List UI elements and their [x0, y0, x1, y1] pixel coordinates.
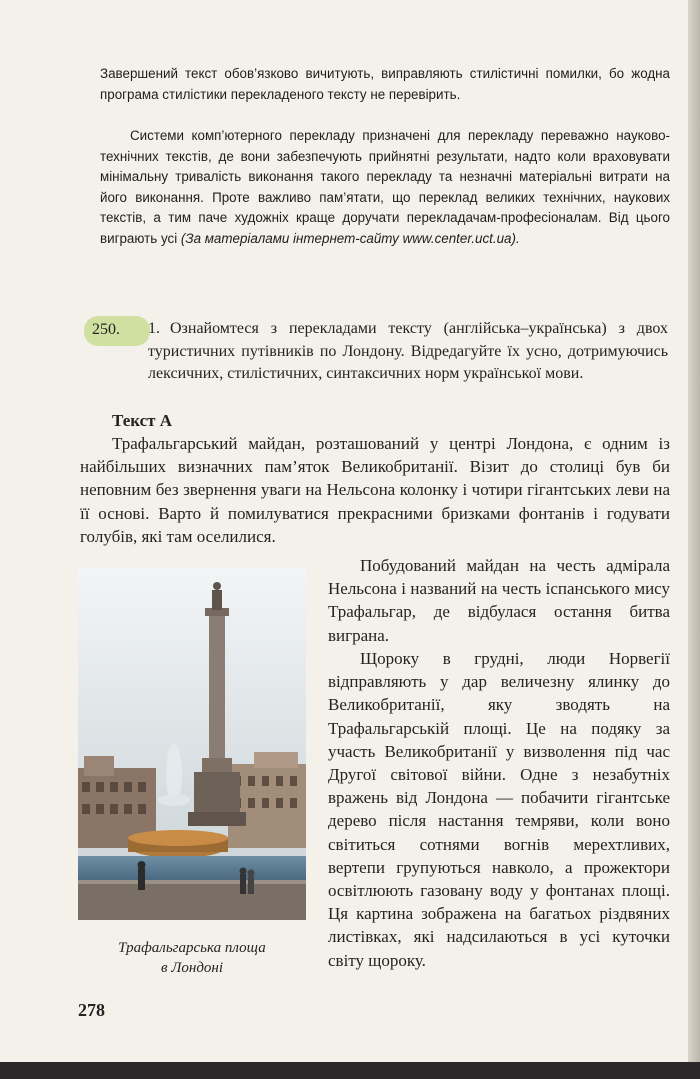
- page-number: 278: [78, 1000, 105, 1020]
- intro-paragraph-2-text: Системи комп’ютерного перекладу призначені для перекладу переважно науково-технічних текстів, де вони забезпечують прийнятні результати, надто коли враховувати мінімальну тривалість виконання такого перекладу та незначні матеріальні витрати на його виконання. Проте важливо пам’ятати, що переклад великих технічних, наукових текстів, а тим паче художніх краще доручати перекладачам-професіоналам. Від цього виграють усі: [100, 128, 670, 246]
- trafalgar-square-photo: [78, 568, 306, 920]
- text-a-paragraph-1: Трафальгарський майдан, розташований у центрі Лондона, є одним із найбільших визначних пам’яток Великобританії. Візит до столиці був би неповним без звернення уваги на Нельсона колонку і чотири гігантських леви на її основі. Варто й помилуватися прекрасними бризками фонтанів і годувати голубів, які там оселилися.: [80, 434, 670, 546]
- exercise-number: 250.: [92, 321, 120, 338]
- exercise-item-number: 1.: [148, 320, 160, 337]
- text-a-paragraph-3: Щороку в грудні, люди Норвегії відправляють у дар величезну ялинку до Великобританії, яку зводять на Трафальгарській площі. Це на подяку за участь Великобританії у визволення під час Другої світової війни. Одне з незабутніх вражень від Лондона — побачити гігантське дерево після настання темряви, коли воно світиться сотнями вогнів мерехтливих, вертепи групуються навколо, а прожектори освітлюють газовану воду у фонтанах площі. Ця картина зображена на багатьох різдвяних листівках, які надсилаються в усі куточки світу щороку.: [328, 649, 670, 970]
- exercise-task: [148, 318, 668, 386]
- exercise-task-text: Ознайомтеся з перекладами тексту (англійська–українська) з двох туристичних путівників по Лондону. Відредагуйте їх усно, дотримуючись лексичних, стилістичних, синтаксичних норм української мови.: [148, 320, 668, 383]
- intro-source: (За матеріалами інтернет-сайту www.center.uct.ua).: [180, 230, 520, 246]
- intro-paragraph-2: [100, 126, 670, 250]
- text-a-heading: Текст А: [112, 411, 173, 430]
- intro-paragraph-1: Завершений текст обов’язково вичитують, виправляють стилістичні помилки, бо жодна програма стилістики перекладеного тексту не перевірить.: [100, 66, 670, 102]
- page-spine-shadow: [688, 0, 700, 1062]
- photo-caption-line-1: Трафальгарська площа: [118, 940, 266, 956]
- photo-caption-line-2: в Лондоні: [160, 960, 224, 976]
- text-a-paragraph-2: Побудований майдан на честь адмірала Нельсона і названий на честь іспанського мису Трафальгар, де відбулася остання битва виграна.: [328, 556, 670, 645]
- trafalgar-square-illustration: [78, 568, 306, 920]
- page-bottom-edge: [0, 1062, 700, 1079]
- photo-caption: [78, 938, 306, 978]
